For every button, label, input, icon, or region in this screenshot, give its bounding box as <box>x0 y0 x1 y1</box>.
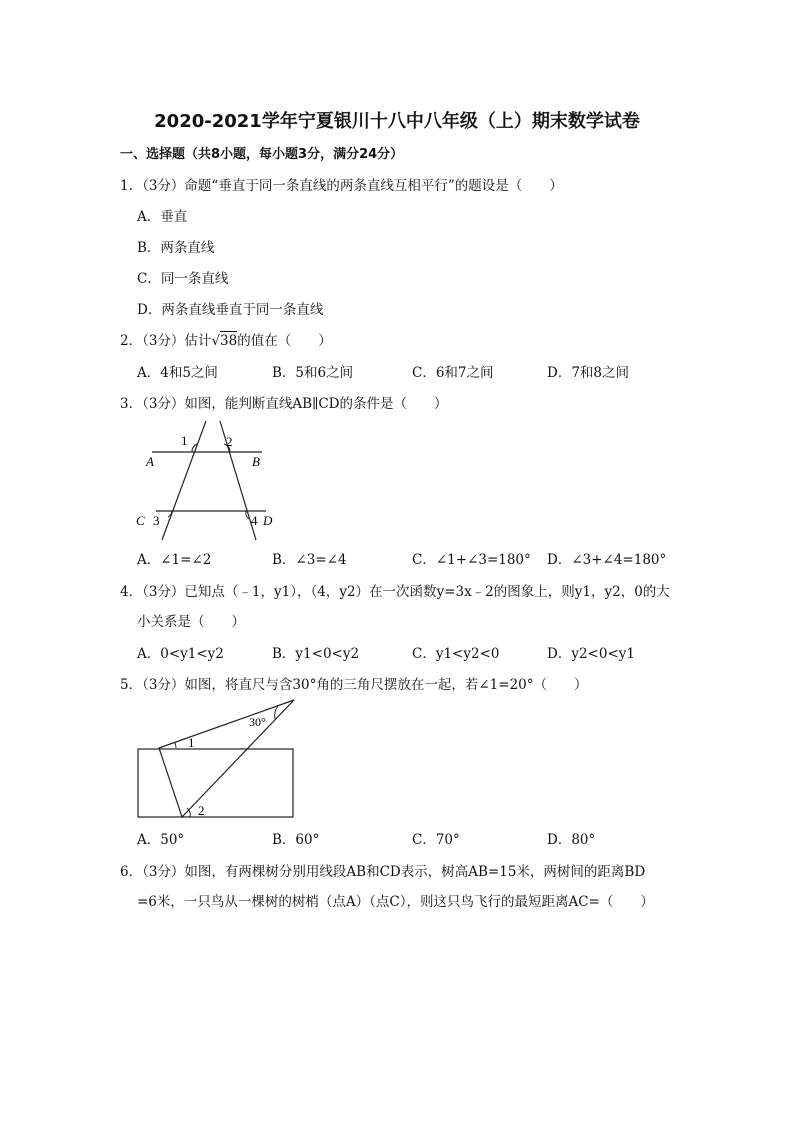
q1-option-c: C．同一条直线 <box>137 271 229 287</box>
fig-label-4: 4 <box>251 513 258 528</box>
q1-stem: 1．（3分）命题“垂直于同一条直线的两条直线互相平行”的题设是（ ） <box>120 178 563 194</box>
q1-option-d: D．两条直线垂直于同一条直线 <box>137 302 324 318</box>
set-square <box>159 700 294 817</box>
fig-angle-30: 30° <box>249 715 266 729</box>
fig-label-D: D <box>263 513 273 528</box>
q4-option-a: A．0<y1<y2 <box>137 646 224 662</box>
q6-stem-line2: =6米，一只鸟从一棵树的树梢（点A）（点C），则这只鸟飞行的最短距离AC=（ ） <box>137 894 654 910</box>
q6-stem-line1: 6．（3分）如图，有两棵树分别用线段AB和CD表示，树高AB=15米，两树间的距离BD <box>120 864 646 880</box>
q4-option-c: C．y1<y2<0 <box>412 646 500 662</box>
q4-option-d: D．y2<0<y1 <box>547 646 635 662</box>
q3-option-a: A．∠1=∠2 <box>137 552 212 568</box>
q5-option-d: D．80° <box>547 832 596 848</box>
q2-option-d: D．7和8之间 <box>547 365 630 381</box>
sqrt-sign: √ <box>211 333 221 349</box>
q1-option-a: A．垂直 <box>137 209 188 225</box>
exam-title: 2020-2021学年宁夏银川十八中八年级（上）期末数学试卷 <box>154 111 640 132</box>
q5-ruler-triangle-figure <box>134 697 299 822</box>
q2-option-c: C．6和7之间 <box>412 365 494 381</box>
q4-stem-line2: 小关系是（ ） <box>137 614 245 630</box>
fig-label-3: 3 <box>153 513 160 528</box>
q5-option-b: B．60° <box>272 832 320 848</box>
section-heading: 一、选择题（共8小题，每小题3分，满分24分） <box>120 147 404 162</box>
fig-label-1: 1 <box>181 433 188 448</box>
ruler <box>138 749 293 817</box>
fig-label-2: 2 <box>198 803 205 818</box>
q3-stem: 3．（3分）如图，能判断直线AB∥CD的条件是（ ） <box>120 396 448 412</box>
q2-radicand: 38 <box>220 333 238 349</box>
q2-stem-post: 的值在（ ） <box>237 333 332 349</box>
fig-label-A: A <box>146 454 154 469</box>
q3-option-d: D．∠3+∠4=180° <box>547 552 667 568</box>
q2-option-b: B．5和6之间 <box>272 365 354 381</box>
q1-option-b: B．两条直线 <box>137 240 215 256</box>
q5-option-c: C．70° <box>412 832 460 848</box>
fig-label-C: C <box>136 513 145 528</box>
q2-option-a: A．4和5之间 <box>137 365 218 381</box>
q3-option-c: C．∠1+∠3=180° <box>412 552 531 568</box>
fig-label-B: B <box>252 454 260 469</box>
fig-label-2: 2 <box>226 434 233 449</box>
fig-label-1: 1 <box>188 735 195 750</box>
q4-option-b: B．y1<0<y2 <box>272 646 360 662</box>
q5-stem: 5．（3分）如图，将直尺与含30°角的三角尺摆放在一起，若∠1=20°（ ） <box>120 677 588 693</box>
q3-parallel-lines-figure <box>134 418 284 543</box>
q4-stem-line1: 4．（3分）已知点（﹣1，y1），（4，y2）在一次函数y=3x﹣2的图象上，则y1，y2，0的大 <box>120 584 670 600</box>
q2-stem-pre: 2．（3分）估计 <box>120 333 212 349</box>
q3-option-b: B．∠3=∠4 <box>272 552 347 568</box>
q2-stem <box>120 332 332 350</box>
q5-option-a: A．50° <box>137 832 185 848</box>
